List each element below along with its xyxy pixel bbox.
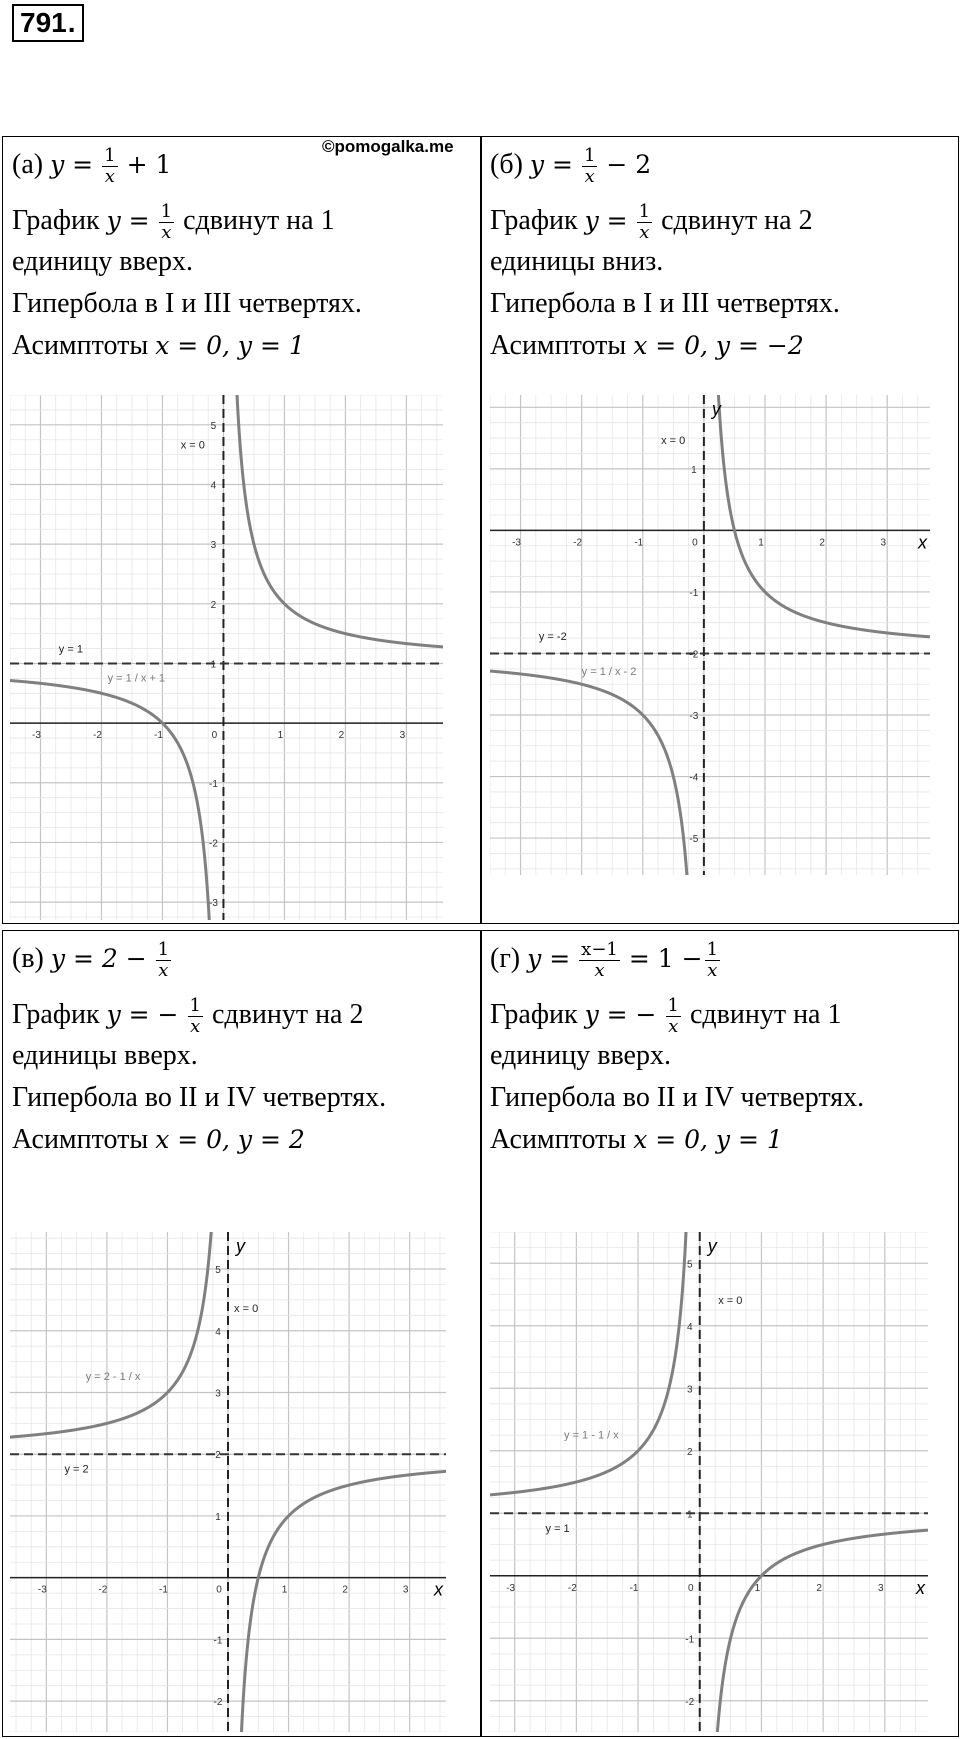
- x-tick-label: -1: [158, 1584, 168, 1596]
- y-tick-label: 4: [686, 1321, 693, 1333]
- y-axis-label: y: [711, 399, 721, 419]
- x-tick-label: -1: [634, 537, 644, 549]
- part-b-line1-eq: y =: [584, 205, 628, 235]
- part-b-line3: Гипербола в I и III четвертях.: [490, 288, 840, 319]
- x-axis-label: x: [434, 1579, 443, 1600]
- y-axis-label: y: [707, 1236, 717, 1256]
- y-tick-label: -2: [208, 838, 218, 850]
- part-a-formula-rest: + 1: [126, 149, 172, 179]
- problem-number: 791.: [12, 4, 84, 42]
- x-tick-label: -3: [506, 1582, 516, 1594]
- part-c-line3: Гипербола во II и IV четвертях.: [12, 1082, 387, 1113]
- y-tick-label: 4: [215, 1326, 221, 1338]
- part-b-title: [490, 146, 651, 187]
- y-tick-label: 3: [210, 540, 217, 552]
- part-a-line3: Гипербола в I и III четвертях.: [12, 288, 362, 319]
- part-c-label: (в): [12, 942, 44, 974]
- y-tick-label: 4: [210, 480, 217, 492]
- x-tick-label: -1: [154, 730, 163, 742]
- part-b-line1-post: сдвинут на 2: [661, 204, 813, 236]
- part-b-line1-pre: График: [490, 204, 578, 236]
- part-a-line1-pre: График: [12, 204, 100, 236]
- y-tick-label: 2: [686, 1446, 693, 1458]
- y-tick-label: -2: [685, 1696, 695, 1708]
- graph-part-a: [10, 395, 443, 920]
- x-tick-label: 0: [687, 1582, 694, 1594]
- watermark: ©pomogalka.me: [322, 137, 454, 156]
- curve-label: y = 1 / x - 2: [581, 666, 637, 678]
- x-tick-label: 0: [216, 1584, 222, 1596]
- part-b-line1-fraction: $\frac{1}{x}$: [638, 201, 651, 243]
- x-tick-label: 2: [819, 537, 825, 549]
- x-tick-label: 2: [338, 730, 345, 742]
- horizontal-asymptote-label: y = 2: [64, 1463, 89, 1476]
- part-a-line1-post: сдвинут на 1: [183, 204, 335, 236]
- x-tick-label: -1: [629, 1582, 639, 1594]
- part-b-formula-lhs: y =: [529, 149, 573, 179]
- part-c-line1-post: сдвинут на 2: [211, 998, 364, 1030]
- y-tick-label: 3: [686, 1384, 693, 1396]
- y-tick-label: -1: [685, 1634, 695, 1646]
- part-b-label: (б): [490, 148, 523, 180]
- part-d-line1-eq: y = −: [584, 999, 657, 1029]
- x-tick-label: -3: [37, 1584, 47, 1596]
- y-tick-label: -2: [213, 1697, 223, 1709]
- x-tick-label: 1: [277, 730, 284, 742]
- x-tick-label: 1: [754, 1582, 761, 1594]
- x-tick-label: -3: [512, 537, 522, 549]
- part-d-line1-fraction: $\frac{1}{x}$: [667, 995, 679, 1037]
- curve-label: y = 1 - 1 / x: [564, 1429, 619, 1442]
- y-tick-label: -1: [208, 778, 218, 790]
- part-c-line2: единицы вверх.: [12, 1040, 198, 1071]
- part-d-asymptotes-label: Асимптоты: [490, 1124, 627, 1155]
- part-d-formula-lhs: y =: [527, 943, 571, 973]
- part-a-line4: [12, 328, 305, 364]
- y-tick-label: -5: [689, 834, 699, 846]
- part-c-formula-fraction: $\frac{1}{x}$: [157, 939, 170, 981]
- part-c-line1: [12, 996, 363, 1037]
- part-c-asymptotes-label: Асимптоты: [12, 1124, 149, 1155]
- x-tick-label: -2: [93, 730, 102, 742]
- part-a-line2: единицу вверх.: [12, 246, 193, 277]
- part-c-line1-pre: График: [12, 998, 100, 1030]
- x-tick-label: 1: [281, 1584, 288, 1596]
- part-d-formula2-fraction: $\frac{1}{x}$: [706, 939, 719, 981]
- part-a-asymptotes-label: Асимптоты: [12, 330, 149, 361]
- y-tick-label: 1: [210, 659, 217, 671]
- y-tick-label: 1: [215, 1511, 221, 1523]
- x-axis-label: x: [916, 1577, 925, 1598]
- curve-label: y = 1 / x + 1: [107, 672, 166, 685]
- y-tick-label: -3: [208, 898, 218, 910]
- graph-part-d: [490, 1232, 928, 1732]
- part-d-label: (г): [490, 942, 521, 974]
- y-tick-label: -4: [689, 772, 699, 784]
- y-tick-label: -1: [689, 587, 699, 599]
- y-tick-label: 2: [215, 1450, 221, 1462]
- y-tick-label: -3: [689, 711, 699, 722]
- y-tick-label: -1: [213, 1635, 223, 1647]
- x-tick-label: 3: [878, 1582, 884, 1594]
- part-a-formula-fraction: $\frac{1}{x}$: [104, 145, 116, 187]
- part-a-line1-fraction: $\frac{1}{x}$: [160, 201, 173, 243]
- part-d-line4: [490, 1122, 783, 1158]
- x-tick-label: 3: [399, 730, 406, 742]
- part-d-asymptotes-eq: x = 0, y = 1: [633, 1125, 783, 1154]
- part-d-formula-rest: = 1 −: [628, 943, 703, 973]
- graph-part-c: [10, 1232, 446, 1732]
- part-b-formula-rest: − 2: [606, 149, 652, 179]
- part-b-formula-fraction: $\frac{1}{x}$: [583, 145, 596, 187]
- curve-branch: [716, 395, 930, 637]
- part-a-asymptotes-eq: x = 0, y = 1: [155, 331, 305, 360]
- horizontal-asymptote-label: y = 1: [58, 643, 83, 656]
- part-a-formula-lhs: y =: [50, 149, 94, 179]
- part-c-line4: [12, 1122, 305, 1158]
- y-tick-label: 5: [210, 420, 217, 432]
- x-tick-label: 0: [692, 537, 698, 549]
- part-b-line2: единицы вниз.: [490, 246, 664, 277]
- part-a-title: [12, 146, 171, 187]
- y-tick-label: 5: [215, 1265, 221, 1277]
- curve-branch: [235, 395, 443, 647]
- x-tick-label: 0: [211, 730, 218, 742]
- curve-branch: [240, 1471, 446, 1732]
- y-tick-label: 2: [210, 599, 217, 611]
- x-tick-label: -2: [98, 1584, 108, 1596]
- part-d-line1-pre: График: [490, 998, 578, 1030]
- curve-label: y = 2 - 1 / x: [85, 1371, 141, 1384]
- y-tick-label: 3: [215, 1388, 221, 1400]
- x-tick-label: 2: [342, 1584, 348, 1596]
- part-d-line2: единицу вверх.: [490, 1040, 671, 1071]
- horizontal-asymptote-label: y = -2: [538, 630, 567, 643]
- problem-number-text: 791: [20, 7, 67, 38]
- vertical-asymptote-label: x = 0: [180, 439, 205, 452]
- y-tick-label: -2: [689, 649, 699, 661]
- part-b-asymptotes-label: Асимптоты: [490, 330, 627, 361]
- y-tick-label: 1: [686, 1509, 693, 1521]
- part-d-formula-fraction: $\frac{x-1}{x}$: [581, 939, 618, 981]
- x-tick-label: -3: [32, 730, 41, 742]
- curve-branch: [490, 1232, 688, 1495]
- y-axis-label: y: [236, 1236, 245, 1256]
- part-a-label: (а): [12, 148, 44, 180]
- x-tick-label: 3: [880, 537, 887, 549]
- vertical-asymptote-label: x = 0: [661, 435, 686, 448]
- x-tick-label: -2: [573, 537, 583, 549]
- vertical-asymptote-label: x = 0: [234, 1303, 259, 1316]
- graph-part-b: [490, 395, 930, 875]
- part-c-line1-fraction: $\frac{1}{x}$: [189, 995, 201, 1037]
- part-d-line1: [490, 996, 841, 1037]
- horizontal-asymptote-label: y = 1: [545, 1523, 570, 1535]
- vertical-asymptote-label: x = 0: [718, 1294, 743, 1307]
- part-b-line1: [490, 202, 813, 243]
- x-axis-label: x: [918, 532, 927, 553]
- x-tick-label: 3: [402, 1584, 409, 1596]
- part-d-line1-post: сдвинут на 1: [689, 998, 842, 1030]
- part-c-title: [12, 940, 173, 981]
- x-tick-label: -2: [567, 1582, 577, 1594]
- part-a-line1-eq: y =: [106, 205, 150, 235]
- part-c-line1-eq: y = −: [106, 999, 179, 1029]
- y-tick-label: 1: [691, 464, 697, 476]
- y-tick-label: 5: [686, 1259, 693, 1271]
- part-b-line4: [490, 328, 804, 364]
- x-tick-label: 2: [816, 1582, 822, 1594]
- part-a-line1: [12, 202, 335, 243]
- part-d-line3: Гипербола во II и IV четвертях.: [490, 1082, 865, 1113]
- x-tick-label: 1: [758, 537, 764, 549]
- part-c-asymptotes-eq: x = 0, y = 2: [155, 1125, 305, 1154]
- part-b-asymptotes-eq: x = 0, y = −2: [633, 331, 804, 360]
- part-c-formula-lhs: y = 2 −: [50, 943, 147, 973]
- curve-branch: [10, 1232, 214, 1437]
- part-d-title: [490, 940, 722, 981]
